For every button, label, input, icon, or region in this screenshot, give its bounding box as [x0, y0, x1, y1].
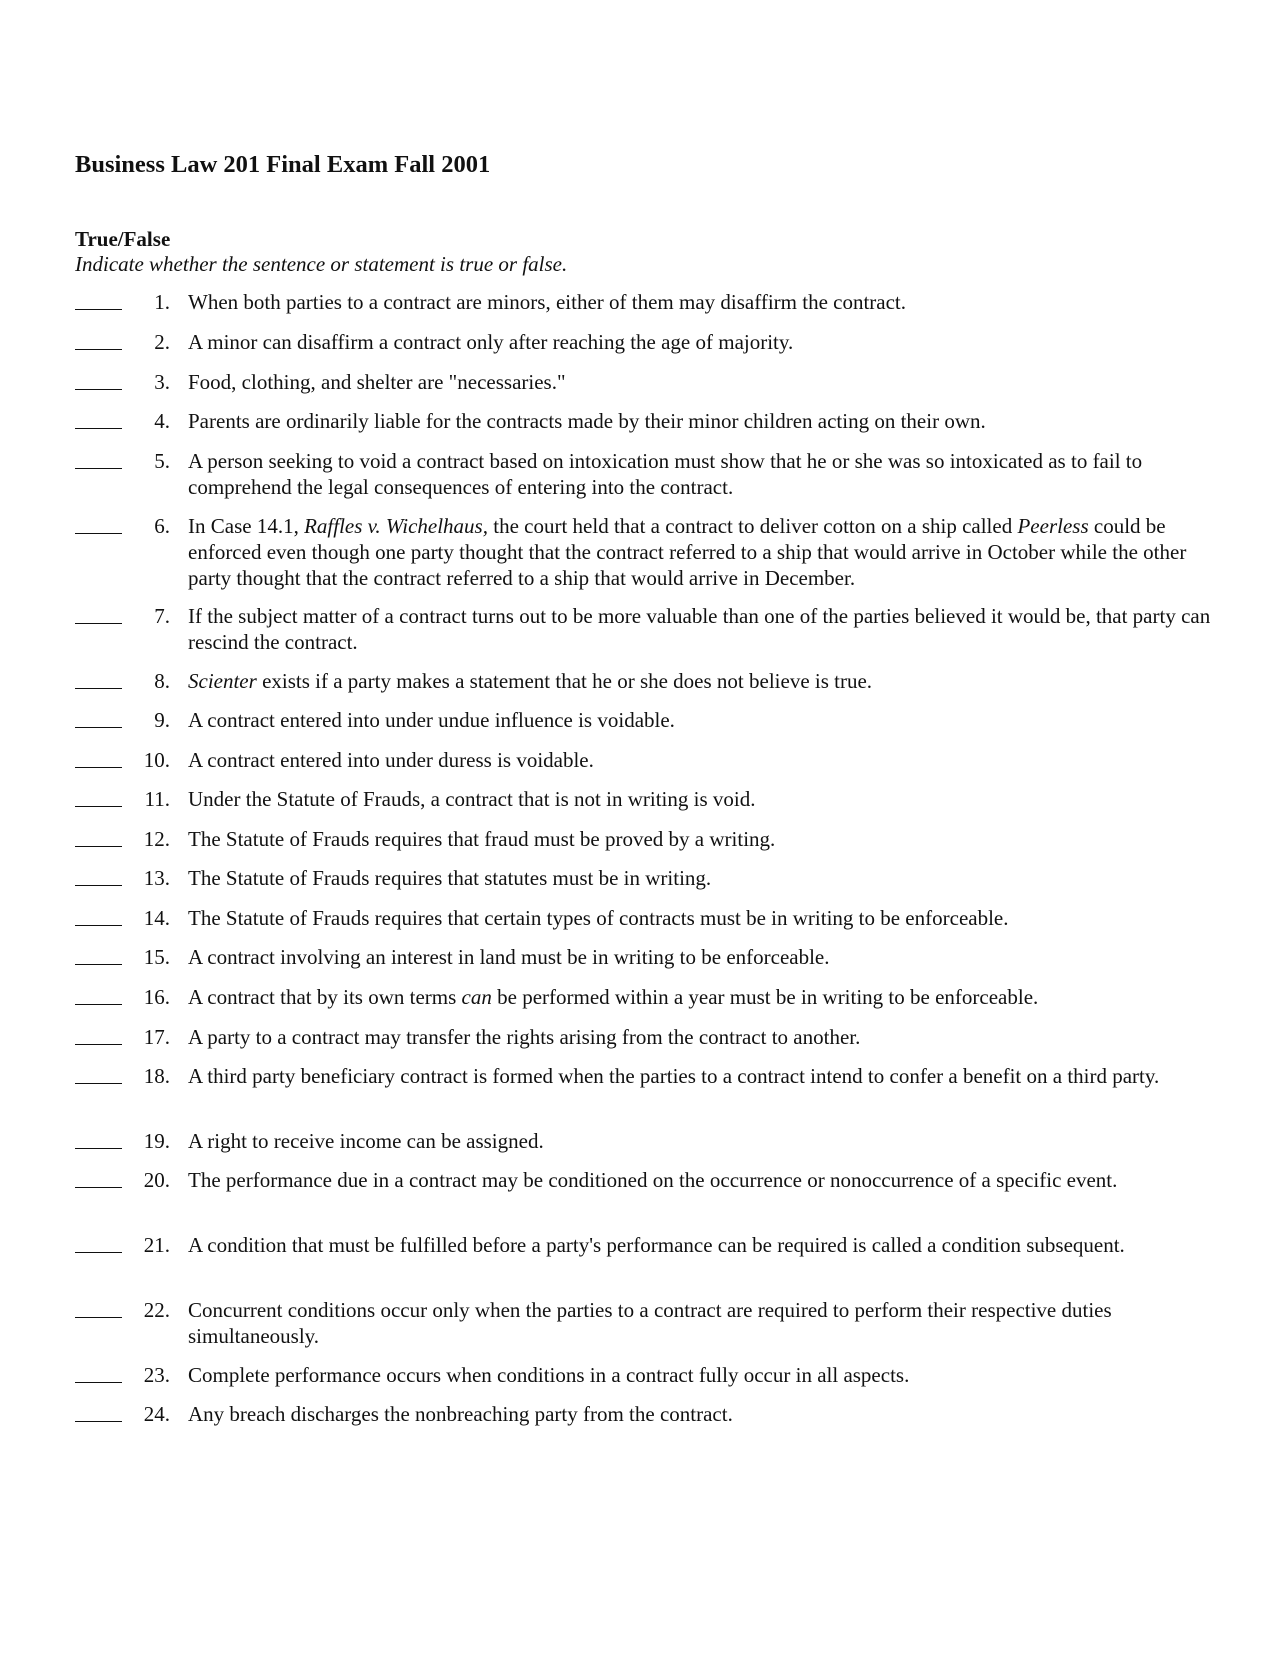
answer-blank[interactable] [75, 428, 122, 429]
question-number: 23. [143, 1363, 170, 1387]
question-text [188, 747, 1218, 773]
question-text-segment: Parents are ordinarily liable for the contracts made by their minor children acting on their own. [188, 409, 986, 433]
question-text-segment: exists if a party makes a statement that he or she does not believe is true. [256, 669, 873, 693]
answer-blank[interactable] [75, 727, 122, 728]
question-number: 8. [154, 669, 170, 693]
question-text-segment: be performed within a year must be in writing to be enforceable. [491, 985, 1039, 1009]
question-text [188, 668, 1218, 694]
question-number: 9. [154, 708, 170, 732]
question-text-segment: Complete performance occurs when conditions in a contract fully occur in all aspects. [188, 1363, 910, 1387]
question-number: 20. [143, 1168, 170, 1192]
question-text [188, 1401, 1218, 1427]
answer-blank[interactable] [75, 964, 122, 965]
question-number: 24. [143, 1402, 170, 1426]
question-text-italic: can [461, 985, 492, 1009]
question-text-segment: A right to receive income can be assigned. [188, 1129, 544, 1153]
question-text-segment: could be enforced even though one party thought that the contract referred to a ship that would arrive in October while the other party thought that the contract referred to a ship that would arrive in December. [188, 514, 1187, 590]
question-text-segment: In Case 14.1, [188, 514, 305, 538]
question-text-segment: the court held that a contract to deliver cotton on a ship called [487, 514, 1018, 538]
question-number: 12. [143, 827, 170, 851]
question-text-segment: The Statute of Frauds requires that statutes must be in writing. [188, 866, 712, 890]
question-number: 2. [154, 330, 170, 354]
question-text [188, 1297, 1218, 1349]
question-number: 21. [143, 1233, 170, 1257]
question-text [188, 603, 1218, 655]
question-text-segment: If the subject matter of a contract turns out to be more valuable than one of the parties believed it would be, that party can rescind the contract. [188, 604, 1211, 654]
question-text [188, 289, 1218, 315]
question-text [188, 905, 1218, 931]
question-text [188, 448, 1218, 500]
question-text [188, 944, 1218, 970]
question-text [188, 1232, 1218, 1258]
question-text-segment: A party to a contract may transfer the rights arising from the contract to another. [188, 1025, 861, 1049]
question-text [188, 408, 1218, 434]
question-text-italic: Scienter [188, 669, 257, 693]
question-text [188, 826, 1218, 852]
question-text-segment: A third party beneficiary contract is formed when the parties to a contract intend to confer a benefit on a third party. [188, 1064, 1160, 1088]
answer-blank[interactable] [75, 1044, 122, 1045]
answer-blank[interactable] [75, 1083, 122, 1084]
question-text-italic: Raffles v. Wichelhaus, [304, 514, 488, 538]
question-text-segment: Any breach discharges the nonbreaching party from the contract. [188, 1402, 733, 1426]
answer-blank[interactable] [75, 623, 122, 624]
question-number: 1. [154, 290, 170, 314]
answer-blank[interactable] [75, 1252, 122, 1253]
answer-blank[interactable] [75, 533, 122, 534]
answer-blank[interactable] [75, 468, 122, 469]
question-number: 16. [143, 985, 170, 1009]
answer-blank[interactable] [75, 688, 122, 689]
answer-blank[interactable] [75, 1148, 122, 1149]
answer-blank[interactable] [75, 846, 122, 847]
question-text-segment: A minor can disaffirm a contract only after reaching the age of majority. [188, 330, 794, 354]
question-text-segment: A contract involving an interest in land must be in writing to be enforceable. [188, 945, 830, 969]
question-text-segment: Food, clothing, and shelter are "necessaries." [188, 370, 566, 394]
answer-blank[interactable] [75, 767, 122, 768]
question-number: 19. [143, 1129, 170, 1153]
question-text-italic: Peerless [1017, 514, 1089, 538]
question-number: 14. [143, 906, 170, 930]
section-heading: True/False [75, 227, 171, 251]
question-text [188, 1024, 1218, 1050]
question-text [188, 1128, 1218, 1154]
question-text [188, 1362, 1218, 1388]
question-text-segment: Under the Statute of Frauds, a contract that is not in writing is void. [188, 787, 756, 811]
question-text [188, 707, 1218, 733]
answer-blank[interactable] [75, 389, 122, 390]
question-text-segment: A condition that must be fulfilled before a party's performance can be required is called a condition subsequent. [188, 1233, 1125, 1257]
answer-blank[interactable] [75, 1421, 122, 1422]
answer-blank[interactable] [75, 1004, 122, 1005]
question-text-segment: A person seeking to void a contract based on intoxication must show that he or she was so intoxicated as to fail to comprehend the legal consequences of entering into the contract. [188, 449, 1143, 499]
question-number: 18. [143, 1064, 170, 1088]
answer-blank[interactable] [75, 309, 122, 310]
question-text-segment: The performance due in a contract may be conditioned on the occurrence or nonoccurrence of a specific event. [188, 1168, 1118, 1192]
question-text [188, 1167, 1218, 1193]
question-text-segment: A contract that by its own terms [188, 985, 462, 1009]
question-text [188, 865, 1218, 891]
question-number: 13. [143, 866, 170, 890]
answer-blank[interactable] [75, 1317, 122, 1318]
question-text-segment: A contract entered into under undue influence is voidable. [188, 708, 675, 732]
question-number: 3. [154, 370, 170, 394]
answer-blank[interactable] [75, 349, 122, 350]
question-number: 4. [154, 409, 170, 433]
answer-blank[interactable] [75, 1382, 122, 1383]
question-text-segment: The Statute of Frauds requires that certain types of contracts must be in writing to be enforceable. [188, 906, 1009, 930]
question-text [188, 329, 1218, 355]
question-number: 22. [143, 1298, 170, 1322]
question-text-segment: The Statute of Frauds requires that fraud must be proved by a writing. [188, 827, 776, 851]
question-number: 11. [144, 787, 170, 811]
question-text [188, 984, 1218, 1010]
question-text [188, 369, 1218, 395]
question-number: 6. [154, 514, 170, 538]
answer-blank[interactable] [75, 806, 122, 807]
exam-title: Business Law 201 Final Exam Fall 2001 [75, 151, 491, 178]
question-text [188, 513, 1218, 591]
question-number: 10. [143, 748, 170, 772]
answer-blank[interactable] [75, 885, 122, 886]
section-instructions: Indicate whether the sentence or statement is true or false. [75, 252, 568, 276]
question-text [188, 786, 1218, 812]
question-number: 5. [154, 449, 170, 473]
question-text-segment: Concurrent conditions occur only when the parties to a contract are required to perform their respective duties simultaneously. [188, 1298, 1112, 1348]
question-text-segment: When both parties to a contract are minors, either of them may disaffirm the contract. [188, 290, 907, 314]
question-number: 15. [143, 945, 170, 969]
answer-blank[interactable] [75, 925, 122, 926]
question-text-segment: A contract entered into under duress is voidable. [188, 748, 594, 772]
question-text [188, 1063, 1218, 1089]
answer-blank[interactable] [75, 1187, 122, 1188]
question-number: 17. [143, 1025, 170, 1049]
question-number: 7. [154, 604, 170, 628]
